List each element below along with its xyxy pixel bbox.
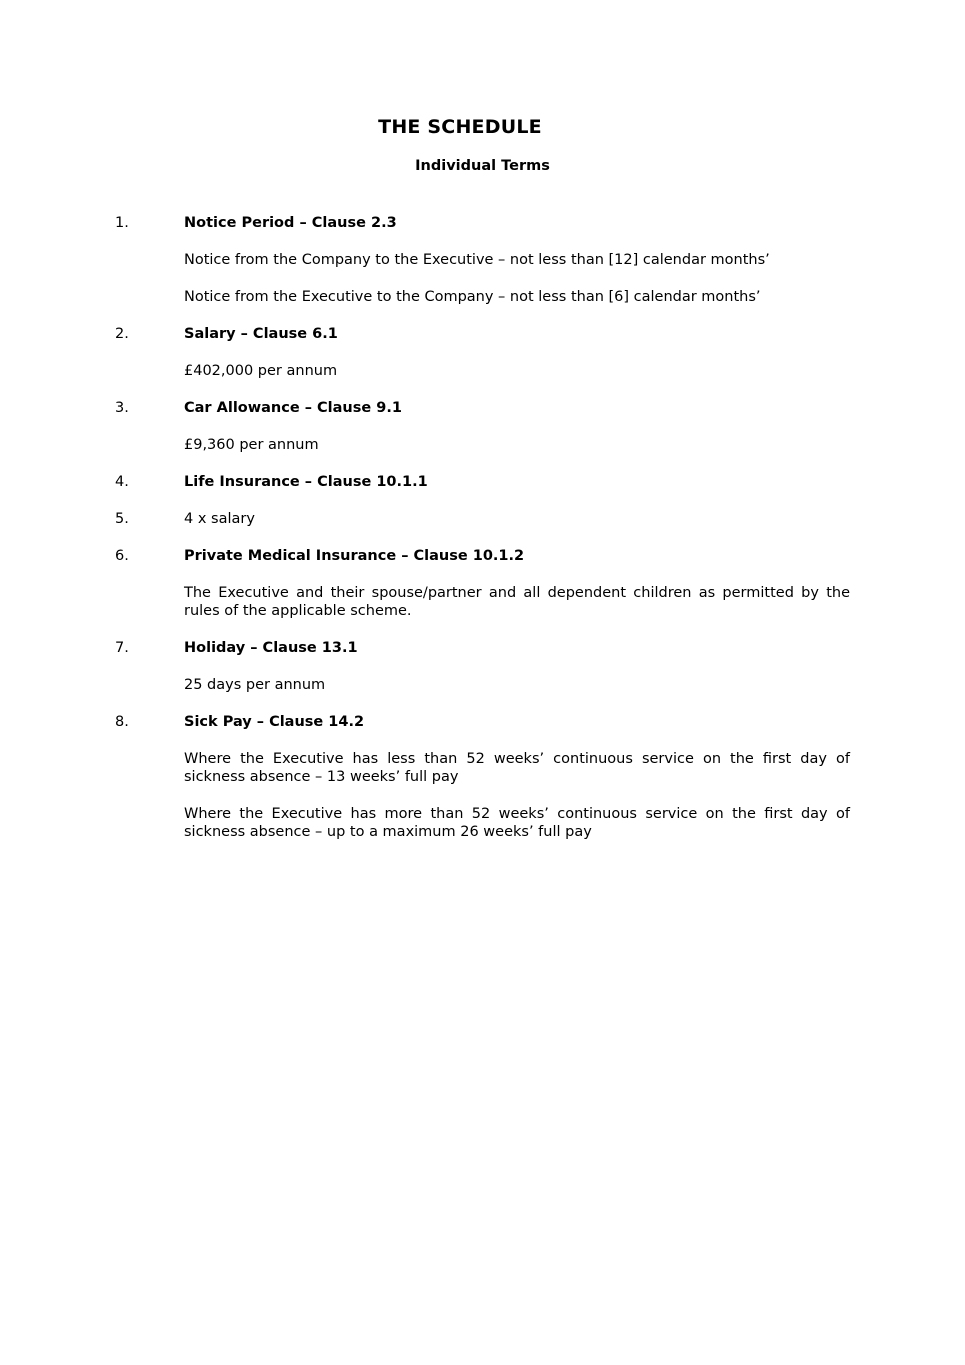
item-number: 4.: [115, 474, 129, 490]
schedule-item-notice-period: [0, 214, 965, 306]
item-paragraph: The Executive and their spouse/partner and all dependent children as permitted by the rules of the applicable scheme.: [184, 585, 850, 619]
item-number: 1.: [115, 215, 129, 231]
item-paragraph: £402,000 per annum: [184, 363, 338, 379]
item-heading: Life Insurance – Clause 10.1.1: [184, 474, 428, 490]
item-paragraph: £9,360 per annum: [184, 437, 319, 453]
item-paragraph: Notice from the Executive to the Company – not less than [6] calendar months’: [184, 289, 761, 305]
page-subtitle: Individual Terms: [415, 158, 550, 174]
schedule-item-life-insurance: [0, 473, 965, 491]
schedule-item-holiday: [0, 639, 965, 694]
item-text: 4 x salary: [184, 511, 255, 527]
item-number: 3.: [115, 400, 129, 416]
schedule-items: [0, 214, 965, 860]
item-number: 7.: [115, 640, 129, 656]
schedule-item-sick-pay: [0, 713, 965, 841]
item-paragraph: 25 days per annum: [184, 677, 326, 693]
item-paragraph: Where the Executive has more than 52 weeks’ continuous service on the first day of sickness absence – up to a maximum 26 weeks’ full pay: [184, 806, 850, 840]
item-heading: Car Allowance – Clause 9.1: [184, 400, 402, 416]
item-number: 2.: [115, 326, 129, 342]
schedule-item-salary-multiple: [0, 510, 965, 528]
item-heading: Salary – Clause 6.1: [184, 326, 338, 342]
schedule-item-car-allowance: [0, 399, 965, 454]
item-paragraph: Notice from the Company to the Executive – not less than [12] calendar months’: [184, 252, 770, 268]
item-number: 8.: [115, 714, 129, 730]
item-heading: Private Medical Insurance – Clause 10.1.2: [184, 548, 525, 564]
schedule-item-salary: [0, 325, 965, 380]
page-title: THE SCHEDULE: [378, 116, 542, 138]
item-heading: Notice Period – Clause 2.3: [184, 215, 397, 231]
item-paragraph: Where the Executive has less than 52 weeks’ continuous service on the first day of sickness absence – 13 weeks’ full pay: [184, 751, 850, 785]
item-number: 6.: [115, 548, 129, 564]
schedule-item-private-medical: [0, 547, 965, 620]
item-heading: Holiday – Clause 13.1: [184, 640, 358, 656]
item-heading: Sick Pay – Clause 14.2: [184, 714, 365, 730]
item-number: 5.: [115, 511, 129, 527]
